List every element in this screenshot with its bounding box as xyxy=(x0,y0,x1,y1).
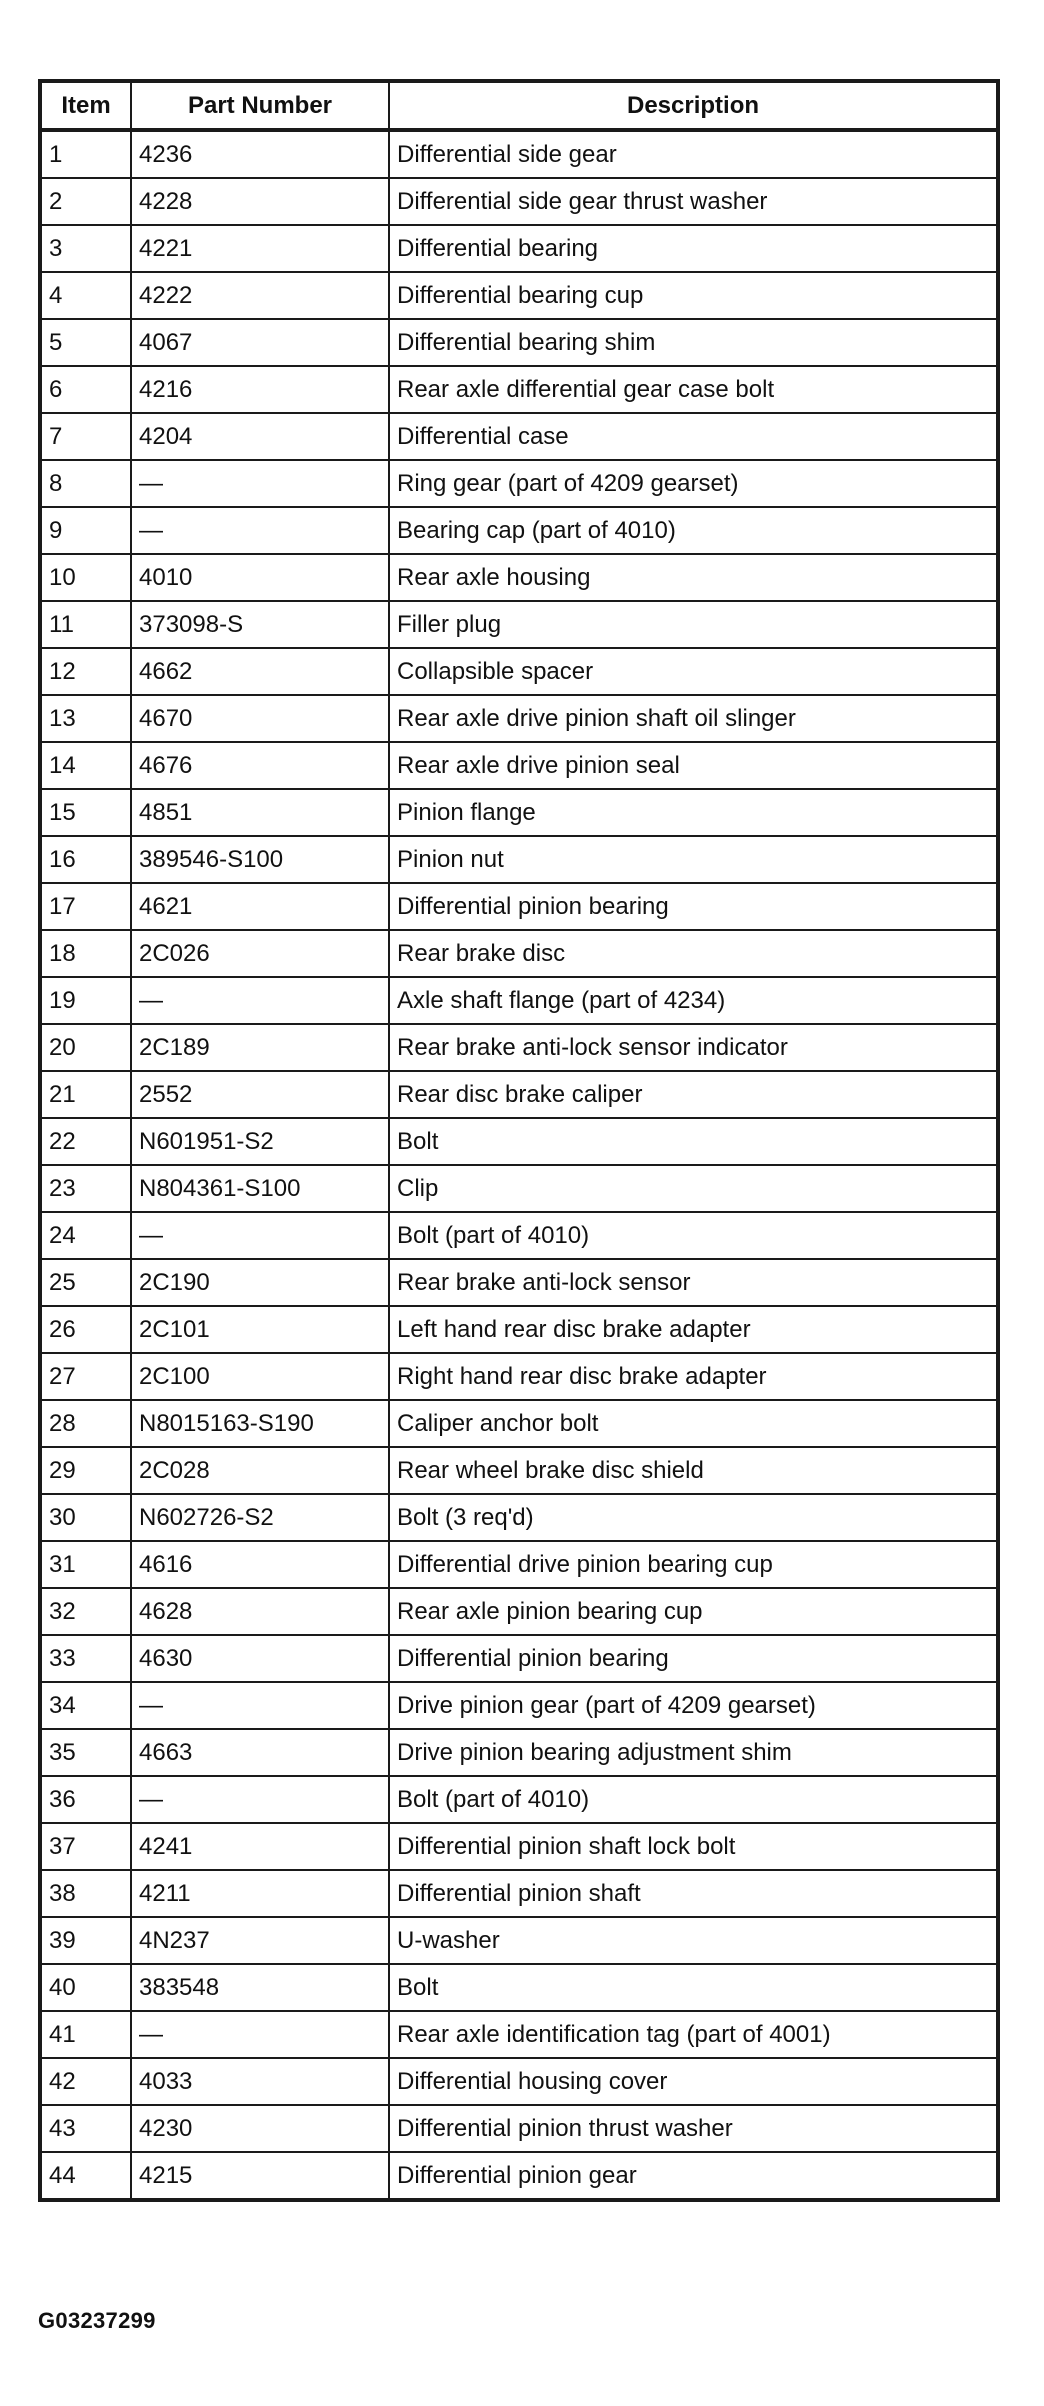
part-number-cell: 4216 xyxy=(131,366,389,413)
table-row xyxy=(40,1024,998,1071)
description-cell: Collapsible spacer xyxy=(389,648,998,695)
description-cell: Differential case xyxy=(389,413,998,460)
item-cell: 43 xyxy=(40,2105,131,2152)
description-cell: Rear brake anti-lock sensor xyxy=(389,1259,998,1306)
figure-id: G03237299 xyxy=(38,2308,156,2333)
item-cell: 28 xyxy=(40,1400,131,1447)
part-number-cell: 4N237 xyxy=(131,1917,389,1964)
part-number-cell: 2C101 xyxy=(131,1306,389,1353)
description-cell: Rear axle differential gear case bolt xyxy=(389,366,998,413)
part-number-cell: — xyxy=(131,2011,389,2058)
item-cell: 39 xyxy=(40,1917,131,1964)
item-cell: 2 xyxy=(40,178,131,225)
description-cell: Differential pinion bearing xyxy=(389,883,998,930)
part-number-cell: 2C190 xyxy=(131,1259,389,1306)
table-row xyxy=(40,554,998,601)
item-cell: 12 xyxy=(40,648,131,695)
table-row xyxy=(40,2105,998,2152)
part-number-cell: — xyxy=(131,1776,389,1823)
part-number-cell: 4621 xyxy=(131,883,389,930)
item-cell: 18 xyxy=(40,930,131,977)
table-row xyxy=(40,695,998,742)
part-number-cell: 4241 xyxy=(131,1823,389,1870)
part-number-cell: 4663 xyxy=(131,1729,389,1776)
table-row xyxy=(40,1729,998,1776)
item-cell: 29 xyxy=(40,1447,131,1494)
item-cell: 10 xyxy=(40,554,131,601)
table-row xyxy=(40,1964,998,2011)
table-row xyxy=(40,1400,998,1447)
item-cell: 3 xyxy=(40,225,131,272)
item-cell: 42 xyxy=(40,2058,131,2105)
part-number-cell: 4662 xyxy=(131,648,389,695)
description-cell: Drive pinion bearing adjustment shim xyxy=(389,1729,998,1776)
part-number-cell: 4630 xyxy=(131,1635,389,1682)
table-row xyxy=(40,225,998,272)
table-row xyxy=(40,1071,998,1118)
description-cell: Left hand rear disc brake adapter xyxy=(389,1306,998,1353)
description-cell: Axle shaft flange (part of 4234) xyxy=(389,977,998,1024)
item-cell: 41 xyxy=(40,2011,131,2058)
description-cell: Filler plug xyxy=(389,601,998,648)
item-cell: 20 xyxy=(40,1024,131,1071)
parts-table xyxy=(38,79,1000,2202)
item-cell: 34 xyxy=(40,1682,131,1729)
description-cell: Caliper anchor bolt xyxy=(389,1400,998,1447)
description-cell: Pinion nut xyxy=(389,836,998,883)
description-cell: Clip xyxy=(389,1165,998,1212)
item-cell: 24 xyxy=(40,1212,131,1259)
header-item: Item xyxy=(40,81,131,130)
part-number-cell: 4204 xyxy=(131,413,389,460)
table-row xyxy=(40,507,998,554)
table-row xyxy=(40,1823,998,1870)
table-row xyxy=(40,930,998,977)
item-cell: 7 xyxy=(40,413,131,460)
description-cell: Rear brake disc xyxy=(389,930,998,977)
part-number-cell: 4228 xyxy=(131,178,389,225)
item-cell: 35 xyxy=(40,1729,131,1776)
description-cell: Bolt (3 req'd) xyxy=(389,1494,998,1541)
header-part-number: Part Number xyxy=(131,81,389,130)
item-cell: 33 xyxy=(40,1635,131,1682)
table-row xyxy=(40,1541,998,1588)
part-number-cell: 4215 xyxy=(131,2152,389,2200)
table-row xyxy=(40,1118,998,1165)
header-row xyxy=(40,81,998,130)
item-cell: 6 xyxy=(40,366,131,413)
item-cell: 32 xyxy=(40,1588,131,1635)
description-cell: Differential pinion shaft lock bolt xyxy=(389,1823,998,1870)
table-row xyxy=(40,2152,998,2200)
item-cell: 1 xyxy=(40,130,131,178)
part-number-cell: 4211 xyxy=(131,1870,389,1917)
header-description: Description xyxy=(389,81,998,130)
part-number-cell: N8015163-S190 xyxy=(131,1400,389,1447)
table-row xyxy=(40,366,998,413)
table-row xyxy=(40,1870,998,1917)
item-cell: 17 xyxy=(40,883,131,930)
description-cell: Differential side gear thrust washer xyxy=(389,178,998,225)
table-row xyxy=(40,1635,998,1682)
part-number-cell: — xyxy=(131,1682,389,1729)
item-cell: 9 xyxy=(40,507,131,554)
description-cell: Rear axle housing xyxy=(389,554,998,601)
description-cell: Rear axle drive pinion seal xyxy=(389,742,998,789)
description-cell: Ring gear (part of 4209 gearset) xyxy=(389,460,998,507)
table-header xyxy=(40,81,998,130)
part-number-cell: N601951-S2 xyxy=(131,1118,389,1165)
item-cell: 40 xyxy=(40,1964,131,2011)
description-cell: Rear wheel brake disc shield xyxy=(389,1447,998,1494)
part-number-cell: 389546-S100 xyxy=(131,836,389,883)
table-row xyxy=(40,742,998,789)
table-row xyxy=(40,2011,998,2058)
part-number-cell: 373098-S xyxy=(131,601,389,648)
description-cell: Rear disc brake caliper xyxy=(389,1071,998,1118)
item-cell: 5 xyxy=(40,319,131,366)
part-number-cell: 4221 xyxy=(131,225,389,272)
part-number-cell: 4851 xyxy=(131,789,389,836)
part-number-cell: — xyxy=(131,977,389,1024)
item-cell: 26 xyxy=(40,1306,131,1353)
description-cell: U-washer xyxy=(389,1917,998,1964)
part-number-cell: 4670 xyxy=(131,695,389,742)
item-cell: 27 xyxy=(40,1353,131,1400)
description-cell: Right hand rear disc brake adapter xyxy=(389,1353,998,1400)
table-row xyxy=(40,319,998,366)
table-row xyxy=(40,1588,998,1635)
table-row xyxy=(40,413,998,460)
table-row xyxy=(40,1917,998,1964)
table-row xyxy=(40,272,998,319)
part-number-cell: 4628 xyxy=(131,1588,389,1635)
item-cell: 30 xyxy=(40,1494,131,1541)
description-cell: Differential drive pinion bearing cup xyxy=(389,1541,998,1588)
item-cell: 25 xyxy=(40,1259,131,1306)
table-row xyxy=(40,1447,998,1494)
description-cell: Drive pinion gear (part of 4209 gearset) xyxy=(389,1682,998,1729)
table-row xyxy=(40,1776,998,1823)
item-cell: 23 xyxy=(40,1165,131,1212)
item-cell: 14 xyxy=(40,742,131,789)
part-number-cell: 4236 xyxy=(131,130,389,178)
description-cell: Bolt (part of 4010) xyxy=(389,1776,998,1823)
part-number-cell: 2C100 xyxy=(131,1353,389,1400)
item-cell: 38 xyxy=(40,1870,131,1917)
part-number-cell: 4067 xyxy=(131,319,389,366)
table-row xyxy=(40,460,998,507)
item-cell: 8 xyxy=(40,460,131,507)
table-row xyxy=(40,130,998,178)
part-number-cell: 4033 xyxy=(131,2058,389,2105)
description-cell: Rear brake anti-lock sensor indicator xyxy=(389,1024,998,1071)
part-number-cell: 2552 xyxy=(131,1071,389,1118)
description-cell: Rear axle identification tag (part of 4001) xyxy=(389,2011,998,2058)
description-cell: Bolt (part of 4010) xyxy=(389,1212,998,1259)
part-number-cell: 2C189 xyxy=(131,1024,389,1071)
part-number-cell: 2C028 xyxy=(131,1447,389,1494)
part-number-cell: — xyxy=(131,507,389,554)
table-row xyxy=(40,648,998,695)
description-cell: Rear axle pinion bearing cup xyxy=(389,1588,998,1635)
item-cell: 11 xyxy=(40,601,131,648)
table-row xyxy=(40,883,998,930)
item-cell: 31 xyxy=(40,1541,131,1588)
table-row xyxy=(40,1494,998,1541)
table-row xyxy=(40,1165,998,1212)
description-cell: Differential pinion shaft xyxy=(389,1870,998,1917)
table-row xyxy=(40,1306,998,1353)
description-cell: Differential side gear xyxy=(389,130,998,178)
table-row xyxy=(40,1682,998,1729)
item-cell: 4 xyxy=(40,272,131,319)
part-number-cell: 4222 xyxy=(131,272,389,319)
part-number-cell: 4010 xyxy=(131,554,389,601)
part-number-cell: 4230 xyxy=(131,2105,389,2152)
item-cell: 16 xyxy=(40,836,131,883)
description-cell: Differential pinion bearing xyxy=(389,1635,998,1682)
description-cell: Bolt xyxy=(389,1964,998,2011)
table-row xyxy=(40,178,998,225)
item-cell: 19 xyxy=(40,977,131,1024)
description-cell: Bearing cap (part of 4010) xyxy=(389,507,998,554)
item-cell: 37 xyxy=(40,1823,131,1870)
item-cell: 22 xyxy=(40,1118,131,1165)
item-cell: 21 xyxy=(40,1071,131,1118)
table-body xyxy=(40,130,998,2200)
part-number-cell: — xyxy=(131,1212,389,1259)
part-number-cell: 4616 xyxy=(131,1541,389,1588)
table-row xyxy=(40,2058,998,2105)
table-row xyxy=(40,836,998,883)
table-row xyxy=(40,789,998,836)
item-cell: 13 xyxy=(40,695,131,742)
description-cell: Differential pinion gear xyxy=(389,2152,998,2200)
part-number-cell: 383548 xyxy=(131,1964,389,2011)
table-row xyxy=(40,977,998,1024)
item-cell: 15 xyxy=(40,789,131,836)
description-cell: Rear axle drive pinion shaft oil slinger xyxy=(389,695,998,742)
table-row xyxy=(40,1353,998,1400)
part-number-cell: N602726-S2 xyxy=(131,1494,389,1541)
table-row xyxy=(40,601,998,648)
description-cell: Pinion flange xyxy=(389,789,998,836)
item-cell: 36 xyxy=(40,1776,131,1823)
item-cell: 44 xyxy=(40,2152,131,2200)
description-cell: Bolt xyxy=(389,1118,998,1165)
table-row xyxy=(40,1259,998,1306)
part-number-cell: N804361-S100 xyxy=(131,1165,389,1212)
part-number-cell: 4676 xyxy=(131,742,389,789)
description-cell: Differential bearing cup xyxy=(389,272,998,319)
description-cell: Differential bearing shim xyxy=(389,319,998,366)
part-number-cell: 2C026 xyxy=(131,930,389,977)
table-row xyxy=(40,1212,998,1259)
description-cell: Differential bearing xyxy=(389,225,998,272)
part-number-cell: — xyxy=(131,460,389,507)
description-cell: Differential pinion thrust washer xyxy=(389,2105,998,2152)
description-cell: Differential housing cover xyxy=(389,2058,998,2105)
